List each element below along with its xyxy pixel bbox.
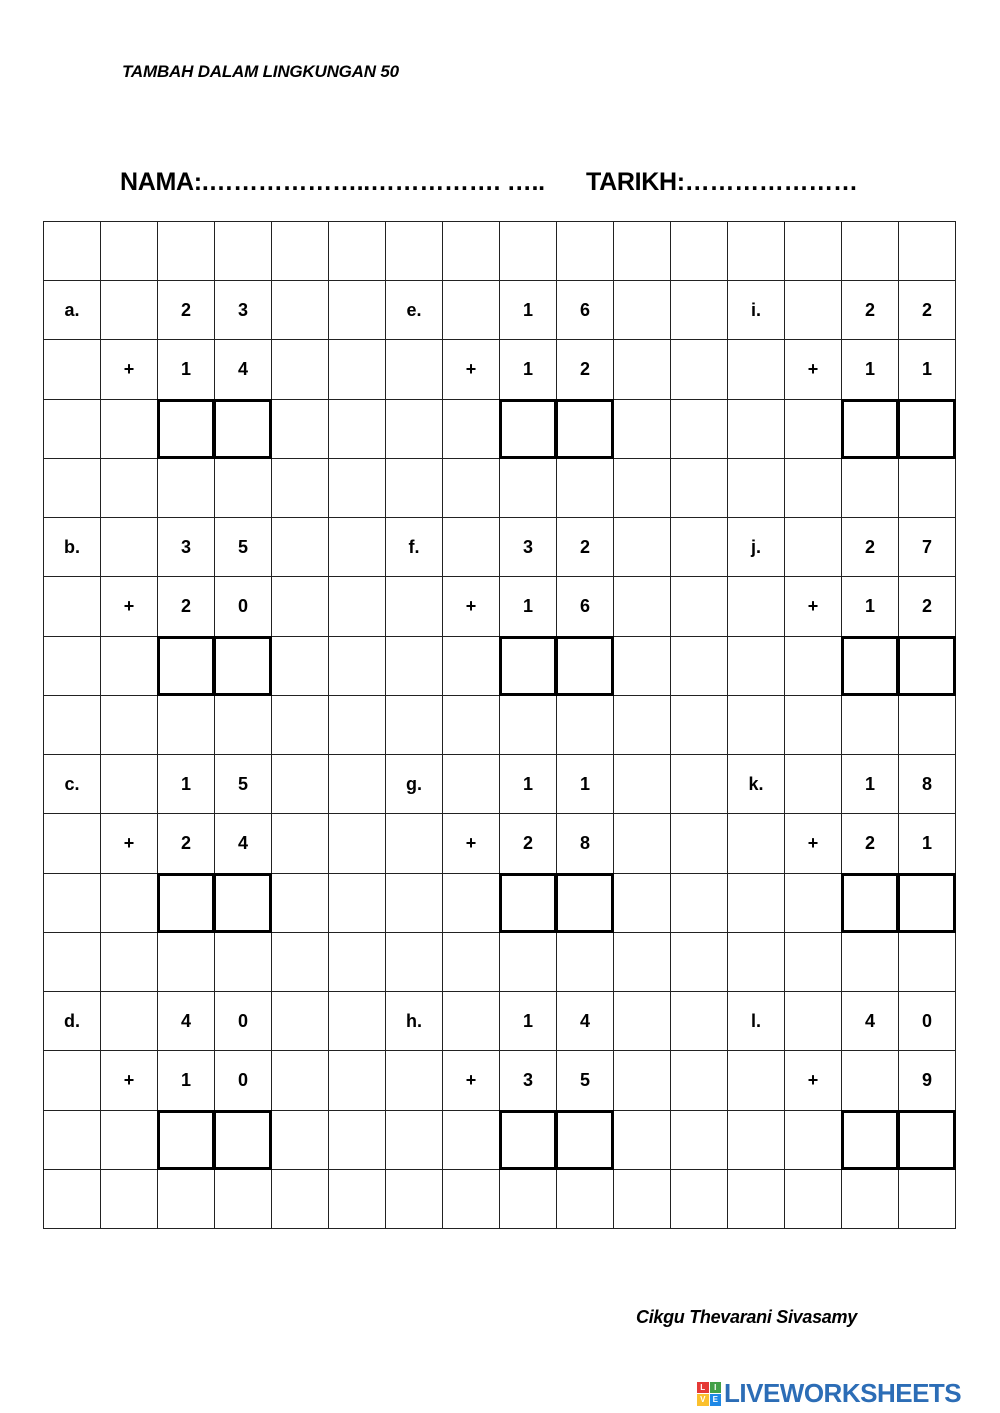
grid-cell bbox=[785, 755, 842, 814]
grid-cell bbox=[272, 755, 329, 814]
logo-square: L bbox=[697, 1382, 709, 1394]
top-ones-digit: 5 bbox=[215, 518, 272, 577]
bottom-tens-digit: 2 bbox=[500, 814, 557, 873]
grid-cell bbox=[101, 696, 158, 755]
answer-box-ones[interactable] bbox=[898, 873, 956, 933]
bottom-ones-digit: 0 bbox=[215, 1051, 272, 1110]
grid-cell bbox=[500, 1170, 557, 1229]
grid-cell bbox=[842, 933, 899, 992]
grid-cell bbox=[557, 696, 614, 755]
grid-cell bbox=[272, 874, 329, 933]
grid-cell bbox=[386, 696, 443, 755]
grid-cell bbox=[101, 637, 158, 696]
top-ones-digit: 7 bbox=[899, 518, 956, 577]
grid-cell bbox=[671, 814, 728, 873]
top-tens-digit: 1 bbox=[500, 281, 557, 340]
bottom-tens-digit: 1 bbox=[500, 340, 557, 399]
bottom-ones-digit: 4 bbox=[215, 340, 272, 399]
grid-cell bbox=[500, 222, 557, 281]
grid-cell bbox=[443, 400, 500, 459]
grid-cell bbox=[386, 814, 443, 873]
grid-cell bbox=[785, 518, 842, 577]
grid-cell bbox=[443, 637, 500, 696]
top-ones-digit: 1 bbox=[557, 755, 614, 814]
top-tens-digit: 2 bbox=[158, 281, 215, 340]
grid-cell bbox=[158, 459, 215, 518]
grid-cell bbox=[101, 400, 158, 459]
grid-cell bbox=[899, 696, 956, 755]
grid-cell bbox=[671, 874, 728, 933]
answer-box-tens[interactable] bbox=[157, 399, 215, 459]
plus-sign: + bbox=[443, 340, 500, 399]
grid-cell bbox=[215, 222, 272, 281]
grid-cell bbox=[272, 933, 329, 992]
problem-label: g. bbox=[386, 755, 443, 814]
answer-box-ones[interactable] bbox=[898, 1110, 956, 1170]
grid-cell bbox=[671, 577, 728, 636]
grid-cell bbox=[215, 1170, 272, 1229]
grid-cell bbox=[44, 222, 101, 281]
problem-label: d. bbox=[44, 992, 101, 1051]
grid-cell bbox=[785, 1170, 842, 1229]
grid-cell bbox=[386, 637, 443, 696]
plus-sign: + bbox=[785, 814, 842, 873]
problem-label: b. bbox=[44, 518, 101, 577]
bottom-ones-digit: 1 bbox=[899, 340, 956, 399]
top-tens-digit: 4 bbox=[842, 992, 899, 1051]
answer-box-tens[interactable] bbox=[841, 1110, 899, 1170]
grid-cell bbox=[899, 222, 956, 281]
grid-cell bbox=[386, 933, 443, 992]
answer-box-ones[interactable] bbox=[556, 873, 614, 933]
grid-cell bbox=[614, 1051, 671, 1110]
worksheet-grid bbox=[43, 221, 956, 1229]
top-ones-digit: 0 bbox=[899, 992, 956, 1051]
problem-label: i. bbox=[728, 281, 785, 340]
grid-cell bbox=[728, 874, 785, 933]
grid-cell bbox=[386, 340, 443, 399]
bottom-tens-digit: 1 bbox=[842, 340, 899, 399]
grid-cell bbox=[785, 281, 842, 340]
grid-cell bbox=[158, 696, 215, 755]
grid-cell bbox=[329, 637, 386, 696]
grid-cell bbox=[557, 459, 614, 518]
name-field: NAMA:.………………..……………. ….. bbox=[120, 168, 545, 196]
problem-label: l. bbox=[728, 992, 785, 1051]
top-ones-digit: 8 bbox=[899, 755, 956, 814]
problem-label: a. bbox=[44, 281, 101, 340]
answer-box-ones[interactable] bbox=[214, 873, 272, 933]
date-field: TARIKH:………………… bbox=[586, 168, 858, 196]
plus-sign: + bbox=[101, 814, 158, 873]
grid-cell bbox=[614, 459, 671, 518]
top-tens-digit: 1 bbox=[842, 755, 899, 814]
grid-cell bbox=[443, 518, 500, 577]
bottom-tens-digit: 2 bbox=[158, 814, 215, 873]
plus-sign: + bbox=[443, 814, 500, 873]
top-ones-digit: 2 bbox=[899, 281, 956, 340]
grid-cell bbox=[671, 1051, 728, 1110]
grid-cell bbox=[272, 340, 329, 399]
bottom-ones-digit: 2 bbox=[557, 340, 614, 399]
grid-cell bbox=[557, 933, 614, 992]
answer-box-tens[interactable] bbox=[157, 1110, 215, 1170]
grid-cell bbox=[329, 992, 386, 1051]
grid-cell bbox=[386, 1170, 443, 1229]
grid-cell bbox=[899, 1170, 956, 1229]
answer-box-ones[interactable] bbox=[214, 399, 272, 459]
bottom-ones-digit: 0 bbox=[215, 577, 272, 636]
bottom-ones-digit: 1 bbox=[899, 814, 956, 873]
answer-box-tens[interactable] bbox=[499, 873, 557, 933]
grid-cell bbox=[443, 459, 500, 518]
answer-box-ones[interactable] bbox=[556, 399, 614, 459]
plus-sign: + bbox=[785, 1051, 842, 1110]
grid-cell bbox=[614, 874, 671, 933]
answer-box-ones[interactable] bbox=[898, 636, 956, 696]
grid-cell bbox=[671, 222, 728, 281]
grid-cell bbox=[671, 755, 728, 814]
top-tens-digit: 1 bbox=[158, 755, 215, 814]
grid-cell bbox=[101, 992, 158, 1051]
grid-cell bbox=[386, 222, 443, 281]
grid-cell bbox=[443, 874, 500, 933]
grid-cell bbox=[272, 637, 329, 696]
answer-box-tens[interactable] bbox=[841, 636, 899, 696]
grid-cell bbox=[614, 222, 671, 281]
bottom-tens-digit: 1 bbox=[842, 577, 899, 636]
grid-cell bbox=[728, 222, 785, 281]
grid-cell bbox=[44, 459, 101, 518]
problem-label: h. bbox=[386, 992, 443, 1051]
grid-cell bbox=[443, 1170, 500, 1229]
grid-cell bbox=[728, 637, 785, 696]
grid-cell bbox=[272, 400, 329, 459]
bottom-ones-digit: 8 bbox=[557, 814, 614, 873]
grid-cell bbox=[614, 814, 671, 873]
top-ones-digit: 4 bbox=[557, 992, 614, 1051]
plus-sign: + bbox=[443, 1051, 500, 1110]
grid-cell bbox=[443, 992, 500, 1051]
grid-cell bbox=[728, 933, 785, 992]
grid-cell bbox=[215, 459, 272, 518]
grid-cell bbox=[158, 222, 215, 281]
grid-cell bbox=[443, 696, 500, 755]
grid-cell bbox=[557, 222, 614, 281]
grid-cell bbox=[785, 1111, 842, 1170]
answer-box-tens[interactable] bbox=[499, 399, 557, 459]
grid-cell bbox=[158, 933, 215, 992]
grid-cell bbox=[44, 696, 101, 755]
top-tens-digit: 1 bbox=[500, 992, 557, 1051]
grid-cell bbox=[785, 874, 842, 933]
grid-cell bbox=[842, 459, 899, 518]
top-ones-digit: 2 bbox=[557, 518, 614, 577]
plus-sign: + bbox=[101, 1051, 158, 1110]
grid-cell bbox=[329, 400, 386, 459]
grid-cell bbox=[101, 755, 158, 814]
grid-cell bbox=[785, 637, 842, 696]
grid-cell bbox=[842, 222, 899, 281]
grid-cell bbox=[329, 1111, 386, 1170]
author-credit: Cikgu Thevarani Sivasamy bbox=[636, 1307, 857, 1327]
grid-cell bbox=[101, 459, 158, 518]
top-tens-digit: 4 bbox=[158, 992, 215, 1051]
answer-box-ones[interactable] bbox=[556, 1110, 614, 1170]
problem-label: f. bbox=[386, 518, 443, 577]
plus-sign: + bbox=[785, 577, 842, 636]
grid-cell bbox=[557, 1170, 614, 1229]
grid-cell bbox=[785, 696, 842, 755]
answer-box-ones[interactable] bbox=[556, 636, 614, 696]
grid-cell bbox=[671, 1111, 728, 1170]
grid-cell bbox=[785, 400, 842, 459]
grid-cell bbox=[728, 1111, 785, 1170]
grid-cell bbox=[272, 696, 329, 755]
grid-cell bbox=[386, 1051, 443, 1110]
grid-cell bbox=[614, 577, 671, 636]
grid-cell bbox=[329, 222, 386, 281]
grid-cell bbox=[671, 459, 728, 518]
grid-cell bbox=[614, 518, 671, 577]
liveworksheets-icon bbox=[697, 1382, 721, 1406]
grid-cell bbox=[671, 933, 728, 992]
grid-cell bbox=[272, 992, 329, 1051]
worksheet-title: TAMBAH DALAM LINGKUNGAN 50 bbox=[122, 62, 399, 81]
grid-cell bbox=[329, 696, 386, 755]
bottom-ones-digit: 6 bbox=[557, 577, 614, 636]
grid-cell bbox=[101, 1170, 158, 1229]
grid-cell bbox=[272, 577, 329, 636]
grid-cell bbox=[614, 1170, 671, 1229]
grid-cell bbox=[44, 1111, 101, 1170]
grid-cell bbox=[728, 696, 785, 755]
grid-cell bbox=[329, 459, 386, 518]
grid-cell bbox=[215, 933, 272, 992]
grid-cell bbox=[101, 222, 158, 281]
grid-cell bbox=[614, 933, 671, 992]
logo-square: E bbox=[710, 1394, 722, 1406]
grid-cell bbox=[44, 933, 101, 992]
bottom-tens-digit: 1 bbox=[500, 577, 557, 636]
grid-cell bbox=[614, 1111, 671, 1170]
grid-cell bbox=[44, 637, 101, 696]
grid-cell bbox=[614, 992, 671, 1051]
grid-cell bbox=[728, 459, 785, 518]
grid-cell bbox=[329, 1051, 386, 1110]
grid-cell bbox=[386, 874, 443, 933]
grid-cell bbox=[728, 814, 785, 873]
grid-cell bbox=[500, 459, 557, 518]
grid-cell bbox=[671, 340, 728, 399]
grid-cell bbox=[158, 1170, 215, 1229]
liveworksheets-logo bbox=[697, 1378, 961, 1409]
grid-cell bbox=[614, 340, 671, 399]
grid-cell bbox=[44, 577, 101, 636]
grid-cell bbox=[44, 1170, 101, 1229]
grid-cell bbox=[386, 1111, 443, 1170]
grid-cell bbox=[728, 340, 785, 399]
problem-label: c. bbox=[44, 755, 101, 814]
grid-cell bbox=[671, 1170, 728, 1229]
logo-square: V bbox=[697, 1394, 709, 1406]
plus-sign: + bbox=[785, 340, 842, 399]
grid-cell bbox=[272, 1170, 329, 1229]
grid-cell bbox=[614, 637, 671, 696]
answer-box-tens[interactable] bbox=[499, 636, 557, 696]
grid-cell bbox=[272, 281, 329, 340]
grid-cell bbox=[329, 518, 386, 577]
top-ones-digit: 6 bbox=[557, 281, 614, 340]
grid-cell bbox=[44, 874, 101, 933]
grid-cell bbox=[443, 755, 500, 814]
grid-cell bbox=[671, 281, 728, 340]
grid-cell bbox=[101, 518, 158, 577]
grid-cell bbox=[671, 400, 728, 459]
grid-cell bbox=[44, 340, 101, 399]
grid-cell bbox=[329, 874, 386, 933]
grid-cell bbox=[443, 222, 500, 281]
answer-box-tens[interactable] bbox=[157, 636, 215, 696]
top-tens-digit: 3 bbox=[158, 518, 215, 577]
grid-cell bbox=[728, 1170, 785, 1229]
grid-cell bbox=[614, 400, 671, 459]
grid-cell bbox=[671, 518, 728, 577]
logo-square: I bbox=[710, 1382, 722, 1394]
grid-cell bbox=[785, 933, 842, 992]
top-ones-digit: 0 bbox=[215, 992, 272, 1051]
grid-cell bbox=[272, 1051, 329, 1110]
bottom-ones-digit: 2 bbox=[899, 577, 956, 636]
grid-cell bbox=[101, 874, 158, 933]
problem-label: e. bbox=[386, 281, 443, 340]
grid-cell bbox=[842, 696, 899, 755]
grid-cell bbox=[899, 933, 956, 992]
grid-cell bbox=[386, 459, 443, 518]
grid-cell bbox=[899, 459, 956, 518]
grid-cell bbox=[671, 637, 728, 696]
plus-sign: + bbox=[443, 577, 500, 636]
grid-cell bbox=[272, 1111, 329, 1170]
grid-cell bbox=[272, 222, 329, 281]
bottom-tens-digit: 2 bbox=[842, 814, 899, 873]
answer-box-ones[interactable] bbox=[898, 399, 956, 459]
answer-box-tens[interactable] bbox=[841, 873, 899, 933]
answer-box-tens[interactable] bbox=[841, 399, 899, 459]
grid-cell bbox=[785, 992, 842, 1051]
grid-cell bbox=[329, 577, 386, 636]
grid-cell bbox=[386, 400, 443, 459]
grid-cell bbox=[329, 340, 386, 399]
grid-cell bbox=[728, 1051, 785, 1110]
grid-cell bbox=[329, 281, 386, 340]
grid-cell bbox=[443, 1111, 500, 1170]
answer-box-tens[interactable] bbox=[157, 873, 215, 933]
grid-cell bbox=[329, 814, 386, 873]
grid-cell bbox=[842, 1170, 899, 1229]
plus-sign: + bbox=[101, 577, 158, 636]
grid-cell bbox=[272, 814, 329, 873]
grid-cell bbox=[329, 755, 386, 814]
grid-cell bbox=[101, 1111, 158, 1170]
grid-cell bbox=[500, 696, 557, 755]
bottom-ones-digit: 4 bbox=[215, 814, 272, 873]
grid-cell bbox=[215, 696, 272, 755]
bottom-tens-digit: 3 bbox=[500, 1051, 557, 1110]
bottom-tens-digit bbox=[842, 1051, 899, 1110]
answer-box-ones[interactable] bbox=[214, 636, 272, 696]
brand-name: LIVEWORKSHEETS bbox=[724, 1378, 962, 1408]
grid-cell bbox=[44, 814, 101, 873]
bottom-ones-digit: 5 bbox=[557, 1051, 614, 1110]
grid-cell bbox=[44, 400, 101, 459]
grid-cell bbox=[614, 696, 671, 755]
grid-cell bbox=[101, 281, 158, 340]
top-tens-digit: 3 bbox=[500, 518, 557, 577]
grid-cell bbox=[443, 933, 500, 992]
grid-cell bbox=[329, 1170, 386, 1229]
grid-cell bbox=[614, 755, 671, 814]
problem-label: k. bbox=[728, 755, 785, 814]
grid-cell bbox=[272, 459, 329, 518]
top-ones-digit: 5 bbox=[215, 755, 272, 814]
grid-cell bbox=[329, 933, 386, 992]
plus-sign: + bbox=[101, 340, 158, 399]
grid-cell bbox=[386, 577, 443, 636]
grid-cell bbox=[671, 696, 728, 755]
top-tens-digit: 1 bbox=[500, 755, 557, 814]
bottom-ones-digit: 9 bbox=[899, 1051, 956, 1110]
grid-cell bbox=[272, 518, 329, 577]
problem-label: j. bbox=[728, 518, 785, 577]
answer-box-ones[interactable] bbox=[214, 1110, 272, 1170]
grid-cell bbox=[728, 400, 785, 459]
bottom-tens-digit: 1 bbox=[158, 1051, 215, 1110]
grid-cell bbox=[101, 933, 158, 992]
answer-box-tens[interactable] bbox=[499, 1110, 557, 1170]
grid-cell bbox=[44, 1051, 101, 1110]
grid-cell bbox=[785, 459, 842, 518]
grid-cell bbox=[614, 281, 671, 340]
bottom-tens-digit: 1 bbox=[158, 340, 215, 399]
grid-cell bbox=[443, 281, 500, 340]
bottom-tens-digit: 2 bbox=[158, 577, 215, 636]
grid-cell bbox=[785, 222, 842, 281]
top-tens-digit: 2 bbox=[842, 281, 899, 340]
grid-cell bbox=[671, 992, 728, 1051]
top-tens-digit: 2 bbox=[842, 518, 899, 577]
grid-cell bbox=[500, 933, 557, 992]
top-ones-digit: 3 bbox=[215, 281, 272, 340]
grid-cell bbox=[728, 577, 785, 636]
